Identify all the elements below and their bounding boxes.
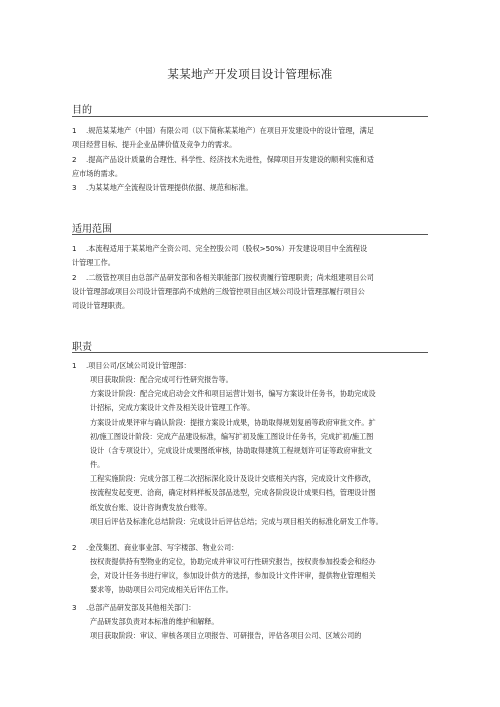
paragraph-line: 应市场的需求。 <box>72 169 122 179</box>
paragraph-line: 要求等，协助项目公司完成相关后评估工作。 <box>90 585 233 595</box>
paragraph-line: 设计（含专项设计），完成设计成果图纸审核，协助取得建筑工程规划许可证等政府审批文 <box>90 445 373 455</box>
section-divider <box>72 116 428 117</box>
paragraph-line: 按流程发起变更、洽商，确定材料样板及部品选型，完成各阶段设计成果归档，管理设计图 <box>90 488 376 498</box>
paragraph-line: 件。 <box>90 460 105 470</box>
paragraph-line: 计管理工作。 <box>72 258 115 268</box>
paragraph-line: .二级管控项目由总部产品研发部和各相关职能部门按权责履行管理职责；尚未组建项目公司 <box>86 273 374 282</box>
item-number: 1 <box>72 126 77 135</box>
paragraph-line: 项目经营目标、提升企业品牌价值及竞争力的需求。 <box>72 140 237 150</box>
item-number: 3 <box>72 183 77 192</box>
paragraph-line: 方案设计成果评审与确认阶段：提报方案设计成果，协助取得规划复函等政府审批文件。扩 <box>90 417 376 427</box>
paragraph-line: 纸发放台账、设计咨询费发放台账等。 <box>90 502 212 512</box>
paragraph-line: 产品研发部负责对本标准的维护和解释。 <box>90 617 219 627</box>
paragraph-line: .本流程适用于某某地产全资公司、完全控股公司（股权>50%）开发建设项目中全流程设 <box>86 244 368 253</box>
paragraph-line: 方案设计阶段：配合完成启动会文件和项目运营计划书，编写方案设计任务书，协助完成设 <box>90 389 376 399</box>
paragraph-line: 项目后评估及标准化总结阶段：完成设计后评估总结；完成与项目相关的标准化研发工作等。 <box>90 516 383 526</box>
paragraph-line: .提高产品设计质量的合理性、科学性、经济技术先进性，保障项目开发建设的顺利实施和适 <box>86 155 374 164</box>
paragraph-line: 计招标，完成方案设计文件及相关设计管理工作等。 <box>90 403 255 413</box>
paragraph-line: .总部产品研发部及其他相关部门： <box>86 603 196 612</box>
item-number: 2 <box>72 155 77 164</box>
paragraph-line: 初/施工图设计阶段：完成产品建设标准，编写扩初及施工图设计任务书，完成扩初/施工图 <box>90 431 374 441</box>
paragraph-line: 按权责提供持有型物业的定位，协助完成并审议可行性研究报告，按权责参加投委会和经办 <box>90 557 376 567</box>
section-heading: 职责 <box>72 342 92 353</box>
paragraph-line: .项目公司/区域公司设计管理部： <box>86 361 191 370</box>
paragraph-line: .为某某地产全流程设计管理提供依据、规范和标准。 <box>86 183 253 192</box>
paragraph-line: 设计管理部或项目公司设计管理部尚不成熟的三级管控项目由区域公司设计管理部履行项目公 <box>72 287 365 297</box>
paragraph-line: 项目获取阶段：审议、审核各项目立项报告、可研报告，评估各项目公司、区域公司的 <box>90 631 362 641</box>
section-divider <box>72 352 428 353</box>
paragraph-line: 项目获取阶段：配合完成可行性研究报告等。 <box>90 375 233 385</box>
item-number: 1 <box>72 361 77 370</box>
item-number: 3 <box>72 603 77 612</box>
paragraph-line: .金茂集团、商业事业部、写字楼部、物业公司： <box>86 543 239 552</box>
paragraph-line: 会，对设计任务书进行审议，参加设计供方的选择，参加设计文件评审，提供物业管理相关 <box>90 571 376 581</box>
section-heading: 目的 <box>72 105 92 116</box>
item-number: 2 <box>72 273 77 282</box>
paragraph-line: .规范某某地产（中国）有限公司（以下简称某某地产）在项目开发建设中的设计管理，满足 <box>86 126 374 135</box>
item-number: 1 <box>72 244 77 253</box>
document-title: 某某地产开发项目设计管理标准 <box>167 67 333 81</box>
item-number: 2 <box>72 543 77 552</box>
paragraph-line: 司设计管理职责。 <box>72 301 130 311</box>
section-divider <box>72 234 428 235</box>
section-heading: 适用范围 <box>72 224 112 235</box>
paragraph-line: 工程实施阶段：完成分部工程二次招标深化设计及设计交底相关内容，完成设计文件修改， <box>90 474 376 484</box>
